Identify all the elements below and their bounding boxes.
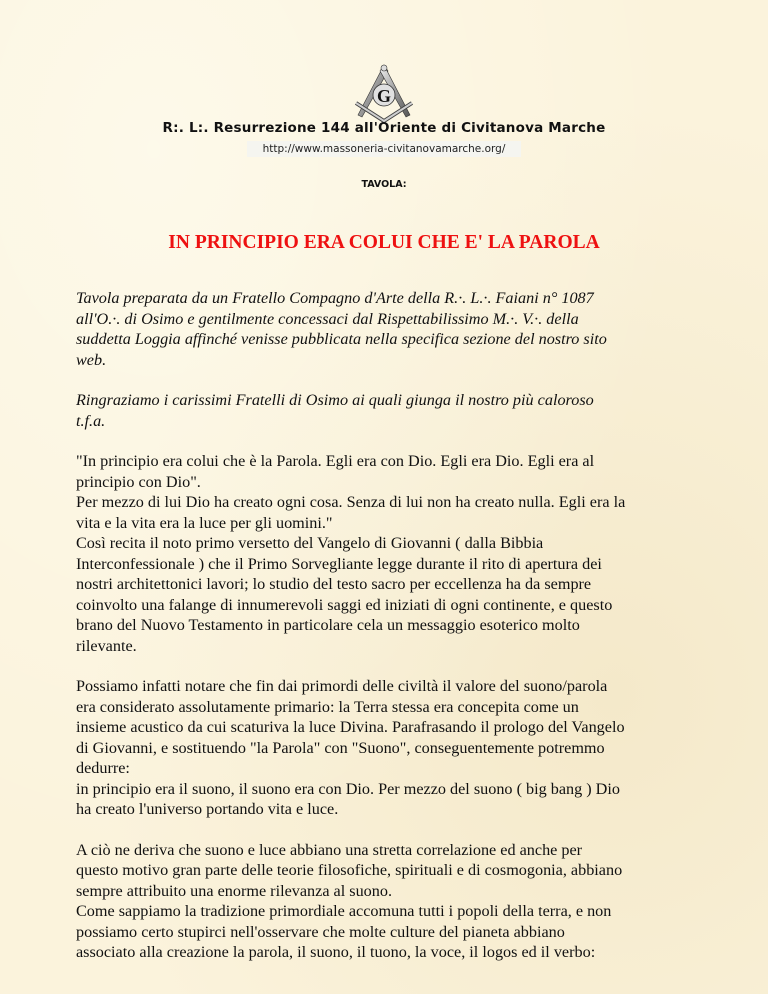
text-line: principio con Dio". <box>76 472 201 491</box>
text-line: web. <box>76 350 107 369</box>
text-line: brano del Nuovo Testamento in particolare cela un messaggio esoterico molto <box>76 616 580 634</box>
square-and-compass-logo <box>350 63 418 123</box>
text-line: coinvolto una falange di innumerevoli saggi ed iniziati di ogni continente, e questo <box>76 595 613 614</box>
body-paragraph-2 <box>76 676 706 820</box>
text-line: ha creato l'universo portando vita e luce. <box>76 800 339 818</box>
site-url-link[interactable]: http://www.massoneria-civitanovamarche.org/ <box>247 141 521 157</box>
text-line: Per mezzo di lui Dio ha creato ogni cosa. Senza di lui non ha creato nulla. Egli era la <box>76 493 626 511</box>
text-line: associato alla creazione la parola, il suono, il tuono, la voce, il logos ed il verbo: <box>76 943 596 961</box>
text-line: era considerato assolutamente primario: la Terra stessa era concepita come un <box>76 697 579 716</box>
lodge-title: R:. L:. Resurrezione 144 all'Oriente di Civitanova Marche <box>162 120 606 136</box>
document-title: IN PRINCIPIO ERA COLUI CHE E' LA PAROLA <box>168 232 600 253</box>
text-line: Tavola preparata da un Fratello Compagno d'Arte della R.·. L.·. Faiani n° 1087 <box>76 289 594 307</box>
text-line: nostri architettonici lavori; lo studio del testo sacro per eccellenza ha da sempre <box>76 575 592 593</box>
text-line: all'O.·. di Osimo e gentilmente concessaci dal Rispettabilissimo M.·. V.·. della <box>76 309 579 328</box>
body-paragraph-1 <box>76 451 706 656</box>
text-line: insieme acustico da cui scaturiva la luce Divina. Parafrasando il prologo del Vangelo <box>76 718 625 736</box>
text-line: dedurre: <box>76 759 130 777</box>
text-line: Ringraziamo i carissimi Fratelli di Osimo ai quali giunga il nostro più caloroso <box>76 391 594 409</box>
text-line: di Giovanni, e sostituendo "la Parola" con "Suono", conseguentemente potremmo <box>76 738 605 757</box>
text-line: Interconfessionale ) che il Primo Sorvegliante legge durante il rito di apertura dei <box>76 554 602 573</box>
text-line: Così recita il noto primo versetto del Vangelo di Giovanni ( dalla Bibbia <box>76 534 544 552</box>
text-line: Possiamo infatti notare che fin dai primordi delle civiltà il valore del suono/parola <box>76 677 608 695</box>
text-line: questo motivo gran parte delle teorie filosofiche, spirituali e di cosmogonia, abbiano <box>76 861 623 879</box>
intro-paragraph <box>76 288 706 370</box>
thanks-paragraph <box>76 390 706 431</box>
text-line: in principio era il suono, il suono era con Dio. Per mezzo del suono ( big bang ) Dio <box>76 779 620 798</box>
text-line: possiamo certo stupirci nell'osservare che molte culture del pianeta abbiano <box>76 922 565 941</box>
logo-letter: G <box>376 86 392 106</box>
text-line: rilevante. <box>76 636 137 655</box>
body-paragraph-3 <box>76 840 706 963</box>
text-line: "In principio era colui che è la Parola. Egli era con Dio. Egli era Dio. Egli era al <box>76 452 595 470</box>
section-label: TAVOLA: <box>361 179 407 190</box>
document-body <box>76 288 706 983</box>
text-line: vita e la vita era la luce per gli uomini." <box>76 513 333 532</box>
text-line: A ciò ne deriva che suono e luce abbiano una stretta correlazione ed anche per <box>76 840 583 859</box>
text-line: suddetta Loggia affinché venisse pubblicata nella specifica sezione del nostro sito <box>76 330 607 348</box>
text-line: t.f.a. <box>76 411 106 430</box>
text-line: Come sappiamo la tradizione primordiale accomuna tutti i popoli della terra, e non <box>76 902 612 920</box>
text-line: sempre attribuito una enorme rilevanza al suono. <box>76 881 392 900</box>
